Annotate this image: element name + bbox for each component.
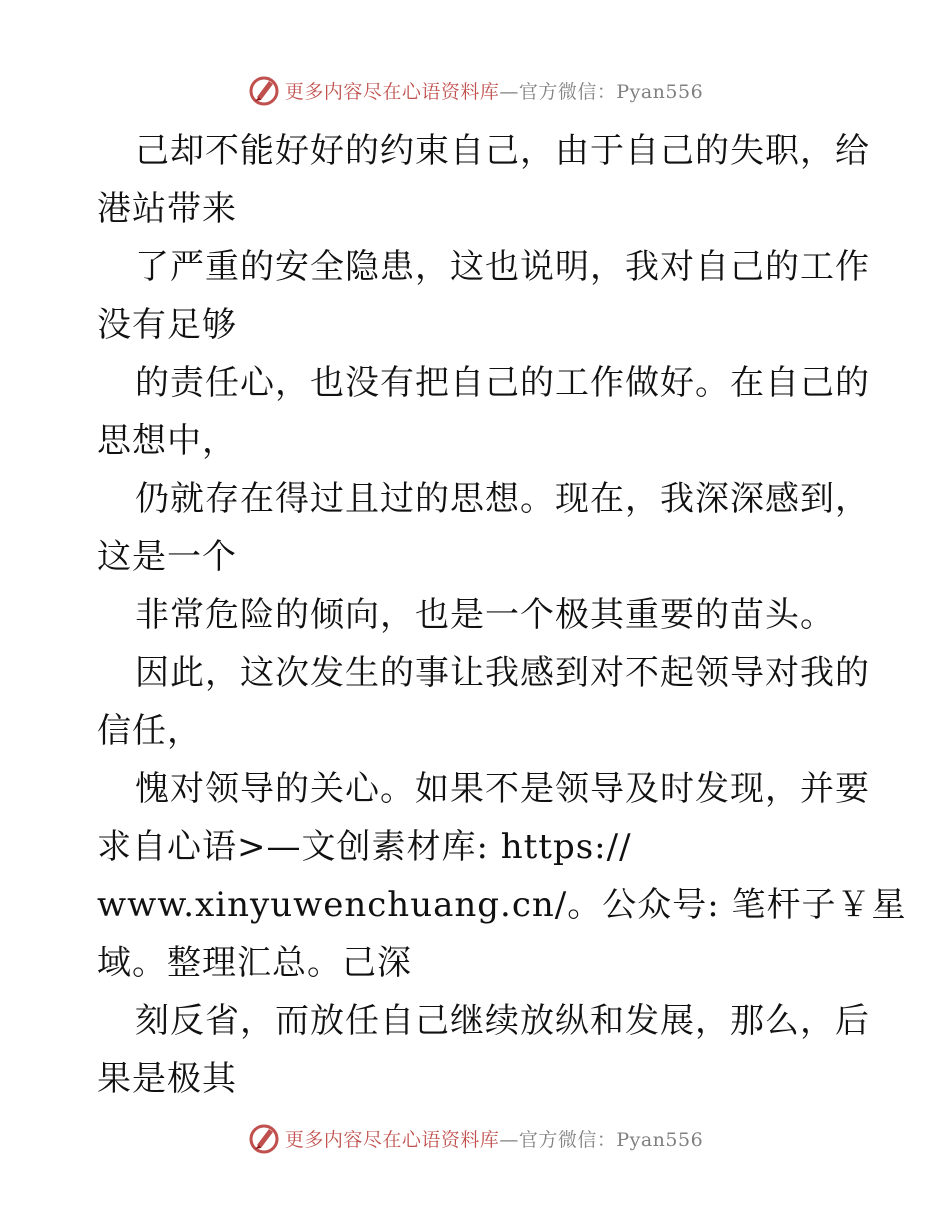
footer-site-text: 更多内容尽在心语资料库 bbox=[284, 1128, 500, 1151]
text-line: 求自心语>—文创素材库: https:// bbox=[97, 827, 632, 867]
text-line: 的责任心，也没有把自己的工作做好。在自己的 bbox=[135, 363, 870, 403]
text-line: 没有足够 bbox=[97, 305, 237, 345]
text-line: 港站带来 bbox=[97, 189, 237, 229]
header-contact-text: 官方微信：Pyan556 bbox=[518, 80, 704, 103]
text-line: 因此，这次发生的事让我感到对不起领导对我的 bbox=[135, 653, 870, 693]
text-line: www.xinyuwenchuang.cn/。公众号: 笔杆子￥星 bbox=[97, 885, 907, 925]
text-line: 仍就存在得过且过的思想。现在，我深深感到， bbox=[135, 479, 870, 519]
header-site-text: 更多内容尽在心语资料库 bbox=[284, 80, 500, 103]
footer-text bbox=[285, 1125, 703, 1152]
text-line: 这是一个 bbox=[97, 537, 237, 577]
pen-logo-icon bbox=[247, 73, 281, 107]
footer-dash: — bbox=[499, 1128, 519, 1151]
text-line: 刻反省，而放任自己继续放纵和发展，那么，后 bbox=[135, 1001, 870, 1041]
document-body bbox=[97, 122, 907, 1108]
header-dash: — bbox=[499, 80, 519, 103]
footer-banner bbox=[0, 1118, 950, 1158]
header-text bbox=[285, 77, 703, 104]
text-line: 域。整理汇总。己深 bbox=[97, 943, 412, 983]
text-line: 思想中， bbox=[97, 421, 237, 461]
text-line: 己却不能好好的约束自己，由于自己的失职，给 bbox=[135, 131, 870, 171]
text-line: 信任， bbox=[97, 711, 202, 751]
footer-contact-text: 官方微信：Pyan556 bbox=[518, 1128, 704, 1151]
text-line: 非常危险的倾向，也是一个极其重要的苗头。 bbox=[135, 595, 835, 635]
text-line: 愧对领导的关心。如果不是领导及时发现，并要 bbox=[135, 769, 870, 809]
text-line: 了严重的安全隐患，这也说明，我对自己的工作 bbox=[135, 247, 870, 287]
pen-logo-icon bbox=[247, 1121, 281, 1155]
header-banner bbox=[0, 70, 950, 110]
text-line: 果是极其 bbox=[97, 1059, 237, 1099]
